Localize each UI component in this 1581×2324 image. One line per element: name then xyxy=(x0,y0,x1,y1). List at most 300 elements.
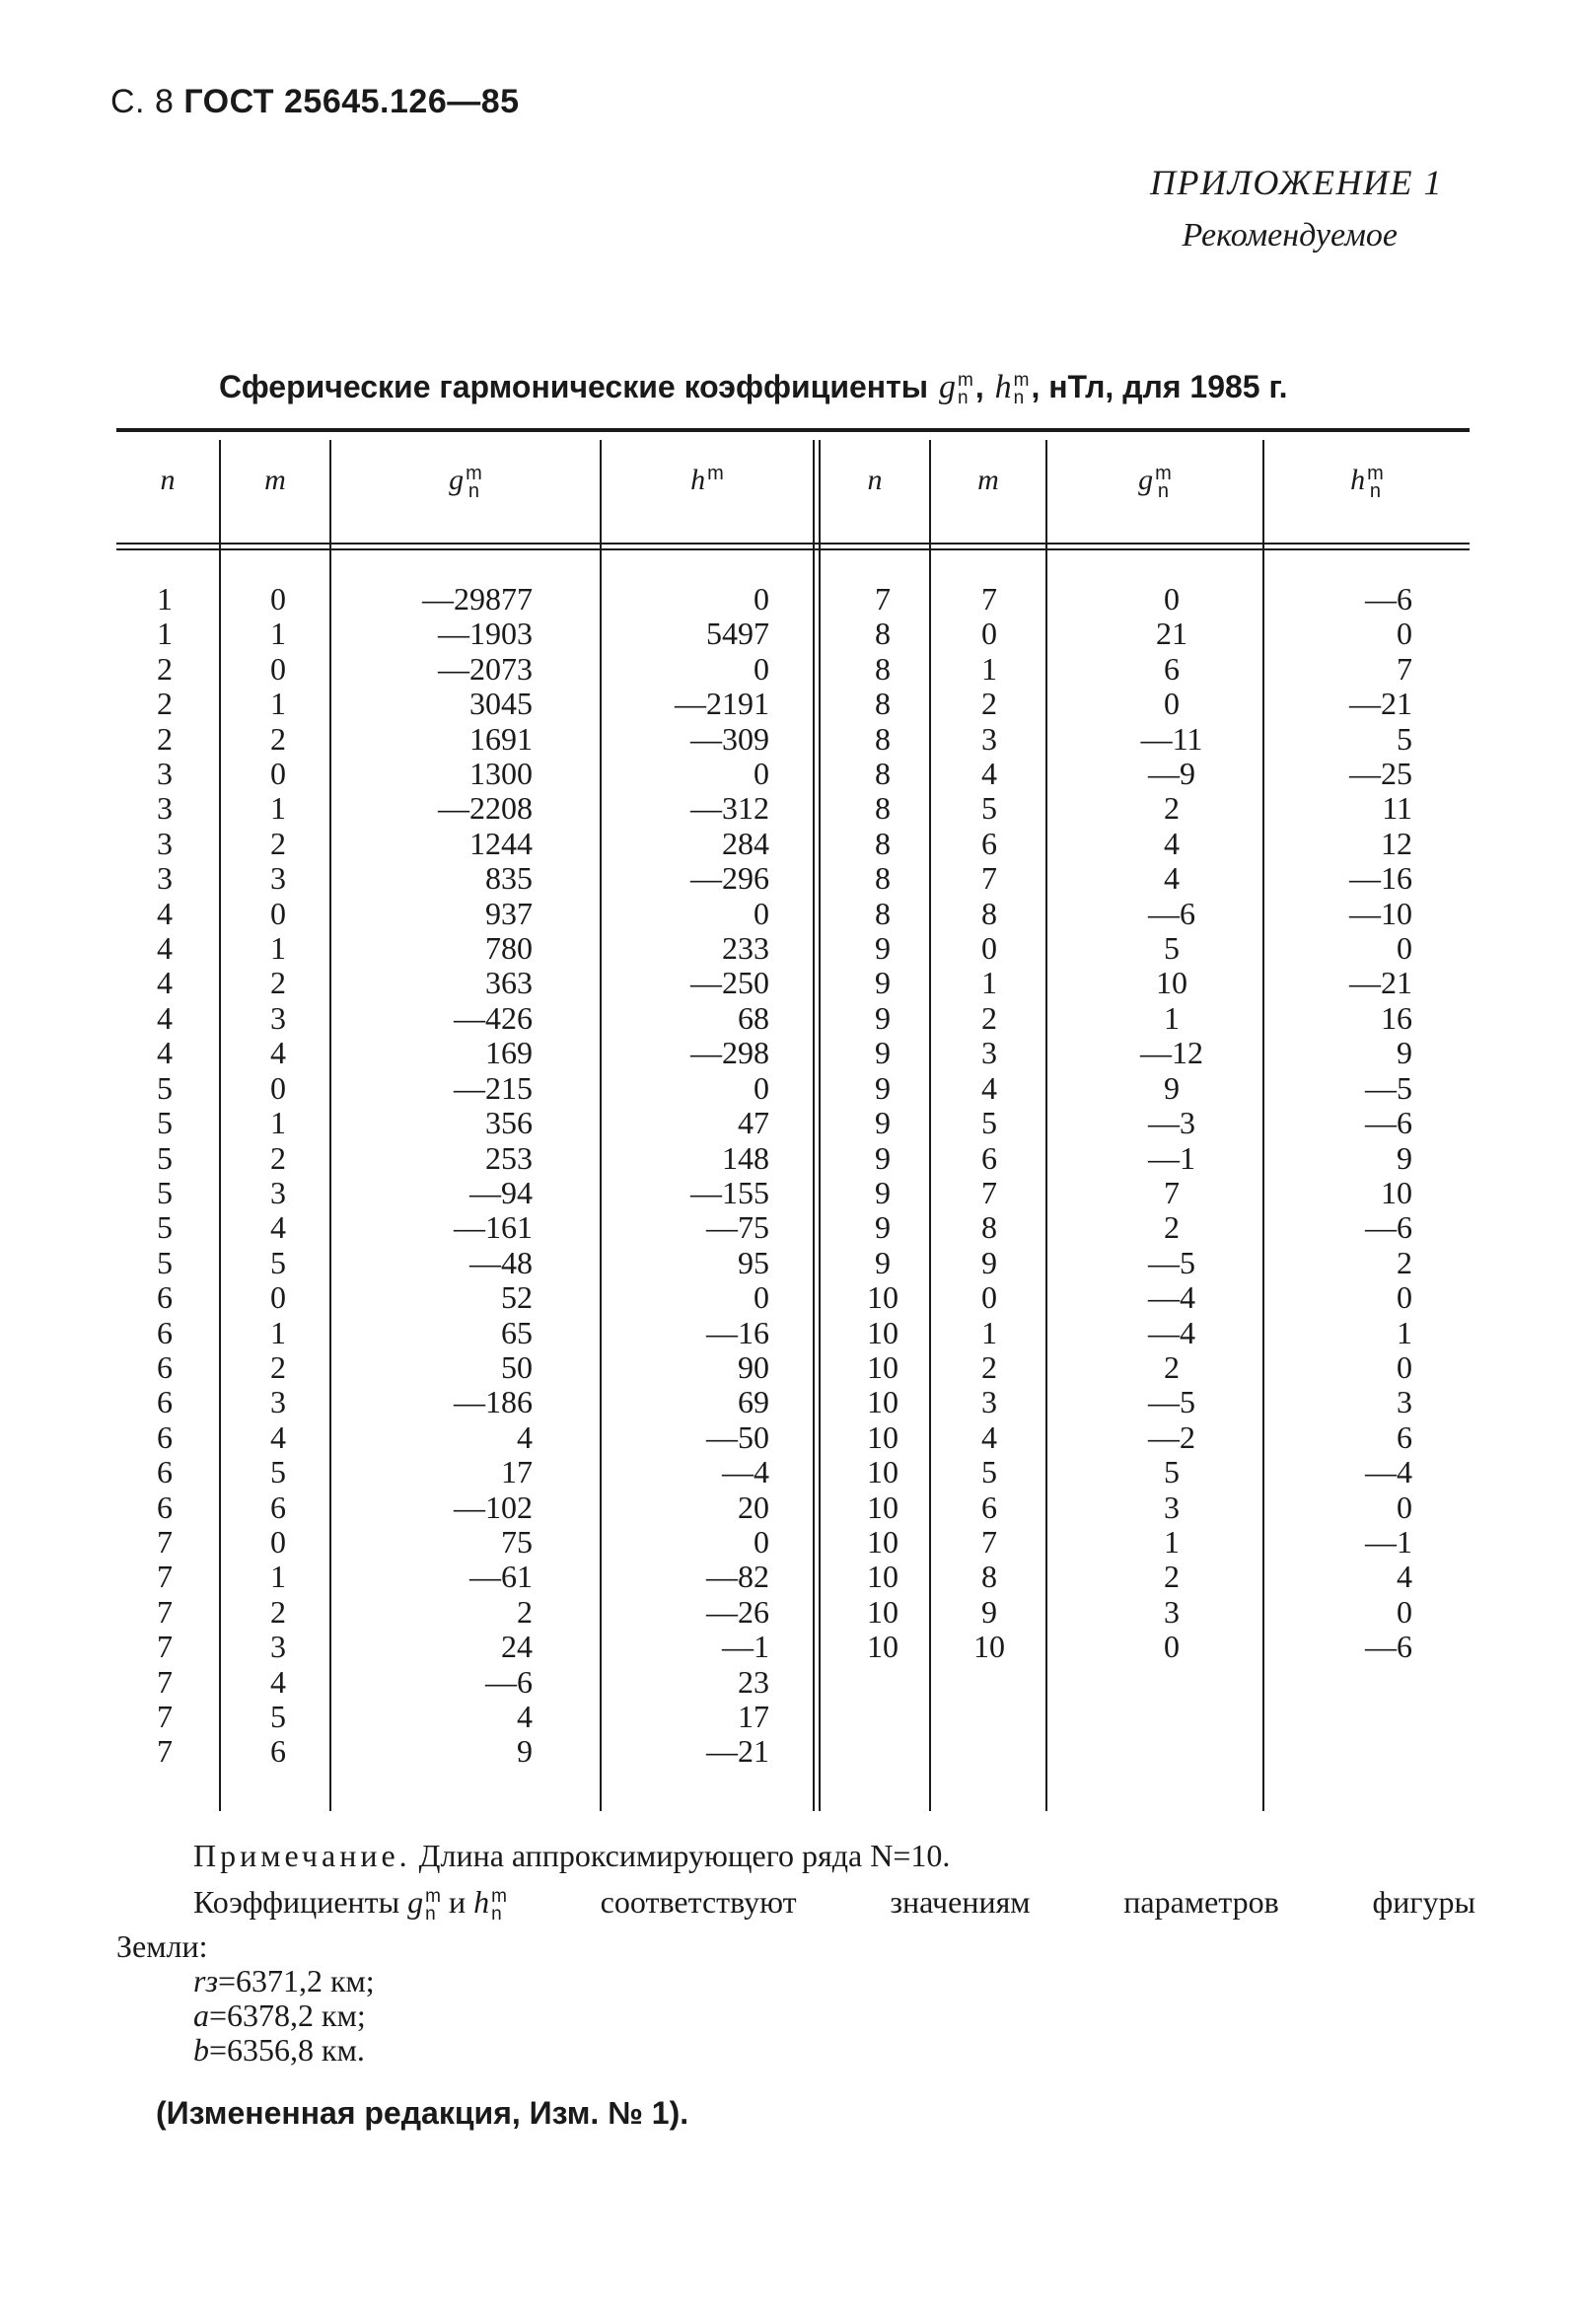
table-cell: 7 xyxy=(157,1559,173,1595)
caption-units: , нТл, для 1985 г. xyxy=(1031,369,1288,404)
table-cell: 253 xyxy=(485,1139,533,1176)
table-cell: 11 xyxy=(1382,790,1412,827)
table-cell: 5 xyxy=(157,1244,173,1280)
table-cell: —2191 xyxy=(675,686,769,722)
table-cell: 5 xyxy=(270,1699,286,1734)
table-cell: —10 xyxy=(1349,895,1412,931)
table-cell: 9 xyxy=(875,1069,891,1106)
table-cell: —6 xyxy=(485,1663,533,1700)
table-cell: 1 xyxy=(270,616,286,652)
table-cell: 9 xyxy=(875,965,891,1001)
table-cell: 4 xyxy=(157,999,173,1036)
table-cell: 2 xyxy=(270,720,286,757)
table-cell: 0 xyxy=(270,581,286,617)
table-cell: 5 xyxy=(270,1454,286,1490)
table-cell: 4 xyxy=(270,1663,286,1700)
table-cell: 52 xyxy=(501,1279,533,1316)
table-cell: 5497 xyxy=(706,616,769,652)
table-cell: —94 xyxy=(469,1174,533,1210)
table-cell: 1 xyxy=(270,686,286,722)
table-cell: 8 xyxy=(875,650,891,687)
header-h-left: h m xyxy=(690,463,724,496)
table-cell: 4 xyxy=(1164,825,1180,861)
table-cell: 8 xyxy=(875,686,891,722)
table-cell: —16 xyxy=(1349,860,1412,897)
table-cell: 24 xyxy=(501,1629,533,1665)
table-cell: 2 xyxy=(1164,790,1180,827)
table-cell: 1 xyxy=(270,790,286,827)
note-coefficients-word: Коэффициенты xyxy=(193,1884,400,1920)
table-cell: 4 xyxy=(517,1418,533,1455)
table-cell: —26 xyxy=(706,1593,769,1630)
table-cell: 0 xyxy=(1164,1629,1180,1665)
caption-h-symbol: h m n xyxy=(994,369,1030,409)
table-cell: 95 xyxy=(738,1244,769,1280)
table-cell: —75 xyxy=(706,1209,769,1246)
table-cell: 10 xyxy=(867,1629,898,1665)
caption-separator: , xyxy=(974,369,984,404)
table-cell: —29877 xyxy=(422,581,533,617)
table-cell: 9 xyxy=(517,1733,533,1770)
table-header-rule-double xyxy=(116,548,1470,550)
table-cell: 6 xyxy=(981,1139,997,1176)
table-cell: 5 xyxy=(981,1454,997,1490)
table-cell: 0 xyxy=(981,1279,997,1316)
table-cell: —82 xyxy=(706,1559,769,1595)
table-cell: 2 xyxy=(270,1593,286,1630)
table-cell: 363 xyxy=(485,965,533,1001)
table-cell: 3 xyxy=(157,756,173,792)
table-cell: 1 xyxy=(270,930,286,967)
table-cell: 6 xyxy=(157,1489,173,1525)
table-cell: 12 xyxy=(1381,825,1412,861)
table-cell: —2208 xyxy=(438,790,533,827)
note-parameters-word: параметров xyxy=(1123,1884,1279,1920)
table-cell: —25 xyxy=(1349,756,1412,792)
table-cell: —3 xyxy=(1148,1105,1195,1141)
table-cell: —5 xyxy=(1148,1244,1195,1280)
note-values-word: значениям xyxy=(890,1884,1031,1920)
table-cell: 0 xyxy=(1397,1279,1412,1316)
table-cell: 75 xyxy=(501,1523,533,1560)
table-cell: 5 xyxy=(157,1209,173,1246)
table-cell: —11 xyxy=(1140,720,1203,757)
table-cell: 7 xyxy=(157,1629,173,1665)
table-top-rule xyxy=(116,428,1470,432)
table-cell: 10 xyxy=(973,1629,1005,1665)
table-cell: 2 xyxy=(157,686,173,722)
table-cell: 10 xyxy=(1381,1174,1412,1210)
table-cell: 7 xyxy=(157,1733,173,1770)
table-cell: 5 xyxy=(981,790,997,827)
table-cell: —4 xyxy=(1365,1454,1412,1490)
table-cell: 4 xyxy=(517,1699,533,1734)
table-cell: 0 xyxy=(1164,686,1180,722)
table-cell: 10 xyxy=(867,1523,898,1560)
table-cell: 9 xyxy=(875,1209,891,1246)
table-cell: —5 xyxy=(1365,1069,1412,1106)
table-cell: 90 xyxy=(738,1348,769,1385)
table-cell: 10 xyxy=(867,1593,898,1630)
caption-text: Сферические гармонические коэффициенты xyxy=(219,369,929,404)
table-cell: —6 xyxy=(1365,1105,1412,1141)
table-cell: 0 xyxy=(270,1069,286,1106)
table-cell: —1 xyxy=(1365,1523,1412,1560)
table-cell: 10 xyxy=(867,1279,898,1316)
table-cell: 4 xyxy=(270,1209,286,1246)
table-cell: —161 xyxy=(454,1209,533,1246)
table-cell: 0 xyxy=(754,581,769,617)
table-cell: 0 xyxy=(1164,581,1180,617)
table-cell: 4 xyxy=(157,965,173,1001)
table-cell: 9 xyxy=(875,1244,891,1280)
note-label: Примечание. xyxy=(193,1838,411,1873)
table-cell: 7 xyxy=(157,1523,173,1560)
table-cell: 65 xyxy=(501,1314,533,1350)
table-cell: 6 xyxy=(1164,650,1180,687)
note-g-symbol: g m n xyxy=(407,1884,441,1925)
table-cell: 2 xyxy=(981,1348,997,1385)
table-cell: —1 xyxy=(1148,1139,1195,1176)
table-cell: 2 xyxy=(1164,1348,1180,1385)
table-caption xyxy=(219,369,1287,407)
column-divider xyxy=(329,440,331,1811)
table-cell: 1 xyxy=(981,1314,997,1350)
table-cell: 284 xyxy=(722,825,769,861)
table-cell: 0 xyxy=(981,616,997,652)
table-cell: 6 xyxy=(157,1384,173,1420)
table-cell: 8 xyxy=(875,756,891,792)
table-cell: 2 xyxy=(157,650,173,687)
table-cell: 10 xyxy=(867,1384,898,1420)
table-cell: 0 xyxy=(270,1523,286,1560)
table-cell: —6 xyxy=(1365,1629,1412,1665)
table-cell: 835 xyxy=(485,860,533,897)
table-cell: 0 xyxy=(270,650,286,687)
table-cell: —6 xyxy=(1365,581,1412,617)
standard-number: ГОСТ 25645.126—85 xyxy=(183,83,520,120)
table-cell: 148 xyxy=(722,1139,769,1176)
note-series-length: Длина аппроксимирующего ряда N=10. xyxy=(418,1838,951,1873)
table-cell: 6 xyxy=(157,1314,173,1350)
table-cell: 233 xyxy=(722,930,769,967)
caption-g-symbol: g m n xyxy=(939,369,973,409)
table-cell: —48 xyxy=(469,1244,533,1280)
note-line-3: Земли: xyxy=(116,1928,208,1964)
table-cell: 4 xyxy=(157,1035,173,1071)
table-cell: 2 xyxy=(270,1348,286,1385)
header-g-left: g m n xyxy=(449,463,482,503)
table-cell: —4 xyxy=(1148,1314,1195,1350)
table-cell: 3 xyxy=(157,825,173,861)
table-cell: —9 xyxy=(1148,756,1195,792)
table-cell: —12 xyxy=(1140,1035,1203,1071)
appendix-title: ПРИЛОЖЕНИЕ 1 xyxy=(1150,163,1443,202)
table-cell: 3 xyxy=(270,1629,286,1665)
table-cell: 1 xyxy=(981,650,997,687)
table-cell: 0 xyxy=(754,1523,769,1560)
table-cell: 356 xyxy=(485,1105,533,1141)
table-cell: —2 xyxy=(1148,1418,1195,1455)
table-cell: —1 xyxy=(722,1629,769,1665)
table-cell: 6 xyxy=(157,1454,173,1490)
table-cell: 9 xyxy=(981,1593,997,1630)
table-cell: 4 xyxy=(157,930,173,967)
table-cell: —102 xyxy=(454,1489,533,1525)
table-cell: 9 xyxy=(981,1244,997,1280)
table-cell: 9 xyxy=(875,1035,891,1071)
table-cell: 1 xyxy=(1164,999,1180,1036)
table-cell: 0 xyxy=(270,1279,286,1316)
table-cell: 3 xyxy=(981,720,997,757)
column-m-right xyxy=(933,582,1045,1665)
table-cell: 7 xyxy=(981,860,997,897)
table-cell: 5 xyxy=(157,1105,173,1141)
table-cell: 3 xyxy=(157,860,173,897)
table-cell: 1 xyxy=(1397,1314,1412,1350)
table-cell: 9 xyxy=(1397,1139,1412,1176)
header-m-right: m xyxy=(977,464,999,496)
table-cell: 3 xyxy=(981,1384,997,1420)
table-cell: —298 xyxy=(690,1035,769,1071)
table-cell: 0 xyxy=(754,1069,769,1106)
table-cell: 0 xyxy=(981,930,997,967)
table-cell: 0 xyxy=(754,756,769,792)
table-cell: 5 xyxy=(1397,720,1412,757)
table-cell: 1 xyxy=(157,616,173,652)
table-header-rule xyxy=(116,543,1470,545)
table-cell: 5 xyxy=(157,1139,173,1176)
table-cell: 3 xyxy=(270,860,286,897)
table-cell: 3 xyxy=(270,1384,286,1420)
table-cell: 3 xyxy=(1164,1489,1180,1525)
table-cell: 9 xyxy=(1164,1069,1180,1106)
table-cell: 8 xyxy=(875,825,891,861)
table-cell: 8 xyxy=(875,895,891,931)
table-cell: 2 xyxy=(1164,1559,1180,1595)
table-cell: 6 xyxy=(1397,1418,1412,1455)
page-number: С. 8 xyxy=(110,83,175,120)
earth-semi-major-axis: a=6378,2 км; xyxy=(193,1997,366,2033)
table-cell: 1 xyxy=(270,1314,286,1350)
note-line-2 xyxy=(193,1884,1475,1924)
table-cell: 1300 xyxy=(469,756,533,792)
table-cell: 4 xyxy=(270,1035,286,1071)
table-cell: 9 xyxy=(1397,1035,1412,1071)
column-divider xyxy=(819,440,821,1811)
table-cell: —6 xyxy=(1365,1209,1412,1246)
table-cell: —16 xyxy=(706,1314,769,1350)
page-header xyxy=(110,83,520,121)
table-cell: —21 xyxy=(1349,965,1412,1001)
table-cell: 69 xyxy=(738,1384,769,1420)
table-cell: 780 xyxy=(485,930,533,967)
header-g-right: g m n xyxy=(1138,463,1172,503)
table-cell: 9 xyxy=(875,1174,891,1210)
table-cell: —155 xyxy=(690,1174,769,1210)
table-cell: —4 xyxy=(1148,1279,1195,1316)
table-cell: —4 xyxy=(722,1454,769,1490)
table-cell: 10 xyxy=(1156,965,1187,1001)
column-h-left xyxy=(604,582,769,1770)
column-divider xyxy=(813,440,815,1811)
table-cell: 9 xyxy=(875,1105,891,1141)
table-cell: 3045 xyxy=(469,686,533,722)
table-cell: —5 xyxy=(1148,1384,1195,1420)
table-cell: 5 xyxy=(981,1105,997,1141)
table-cell: 9 xyxy=(875,1139,891,1176)
table-cell: —250 xyxy=(690,965,769,1001)
table-cell: 1 xyxy=(270,1559,286,1595)
table-cell: 6 xyxy=(270,1733,286,1770)
table-cell: —1903 xyxy=(438,616,533,652)
table-cell: 17 xyxy=(738,1699,769,1734)
header-h-right: h m n xyxy=(1350,463,1384,503)
table-cell: —21 xyxy=(706,1733,769,1770)
table-cell: 4 xyxy=(1164,860,1180,897)
table-cell: 7 xyxy=(981,1523,997,1560)
table-cell: 2 xyxy=(981,686,997,722)
column-divider xyxy=(929,440,931,1811)
table-cell: 6 xyxy=(157,1348,173,1385)
table-cell: 4 xyxy=(981,756,997,792)
column-n-left xyxy=(122,582,207,1770)
edit-note: (Измененная редакция, Изм. № 1). xyxy=(156,2095,689,2131)
table-cell: 3 xyxy=(1397,1384,1412,1420)
table-cell: 8 xyxy=(981,1209,997,1246)
table-cell: 8 xyxy=(981,895,997,931)
table-cell: 8 xyxy=(875,616,891,652)
table-cell: 8 xyxy=(981,1559,997,1595)
column-h-right xyxy=(1282,582,1412,1665)
table-cell: 9 xyxy=(875,999,891,1036)
table-cell: —312 xyxy=(690,790,769,827)
column-divider xyxy=(1045,440,1047,1811)
note-h-symbol: h m n xyxy=(473,1884,507,1925)
table-cell: 47 xyxy=(738,1105,769,1141)
table-cell: 3 xyxy=(270,999,286,1036)
table-cell: 7 xyxy=(981,1174,997,1210)
table-cell: 10 xyxy=(867,1454,898,1490)
table-cell: 10 xyxy=(867,1314,898,1350)
note-figure-word: фигуры xyxy=(1372,1884,1475,1920)
table-cell: —426 xyxy=(454,999,533,1036)
table-cell: 6 xyxy=(157,1279,173,1316)
table-cell: 20 xyxy=(738,1489,769,1525)
table-cell: 17 xyxy=(501,1454,533,1490)
table-cell: 0 xyxy=(270,895,286,931)
table-cell: 1 xyxy=(1164,1523,1180,1560)
note-line-1 xyxy=(193,1838,950,1874)
table-cell: 7 xyxy=(157,1663,173,1700)
table-cell: 4 xyxy=(270,1418,286,1455)
appendix-subtitle: Рекомендуемое xyxy=(1182,217,1398,254)
note-and-word: и xyxy=(448,1884,467,1920)
table-cell: 937 xyxy=(485,895,533,931)
table-cell: 10 xyxy=(867,1559,898,1595)
table-cell: —6 xyxy=(1148,895,1195,931)
column-divider xyxy=(219,440,221,1811)
earth-radius-mean: rз=6371,2 км; xyxy=(193,1963,375,1998)
table-cell: 6 xyxy=(981,1489,997,1525)
table-cell: 0 xyxy=(754,1279,769,1316)
header-n-left: n xyxy=(160,464,176,496)
table-cell: 6 xyxy=(157,1418,173,1455)
table-cell: 7 xyxy=(157,1699,173,1734)
table-cell: 7 xyxy=(1164,1174,1180,1210)
table-cell: 1 xyxy=(981,965,997,1001)
table-cell: 5 xyxy=(157,1069,173,1106)
table-cell: 16 xyxy=(1381,999,1412,1036)
table-cell: 3 xyxy=(157,790,173,827)
table-cell: 3 xyxy=(981,1035,997,1071)
table-cell: 50 xyxy=(501,1348,533,1385)
table-cell: 0 xyxy=(1397,1489,1412,1525)
table-cell: 169 xyxy=(485,1035,533,1071)
table-cell: 5 xyxy=(270,1244,286,1280)
table-cell: 7 xyxy=(1397,650,1412,687)
table-cell: 9 xyxy=(875,930,891,967)
table-cell: 4 xyxy=(981,1069,997,1106)
column-n-right xyxy=(836,582,929,1665)
table-cell: 3 xyxy=(270,1174,286,1210)
table-cell: —61 xyxy=(469,1559,533,1595)
table-cell: 4 xyxy=(1397,1559,1412,1595)
table-cell: 2 xyxy=(270,1139,286,1176)
table-cell: 7 xyxy=(981,581,997,617)
table-cell: —215 xyxy=(454,1069,533,1106)
table-cell: 5 xyxy=(1164,1454,1180,1490)
table-cell: 21 xyxy=(1156,616,1187,652)
table-cell: 8 xyxy=(875,860,891,897)
header-m-left: m xyxy=(264,464,286,496)
table-cell: —186 xyxy=(454,1384,533,1420)
table-cell: 0 xyxy=(754,650,769,687)
table-cell: 1244 xyxy=(469,825,533,861)
table-cell: 0 xyxy=(1397,1348,1412,1385)
table-cell: 2 xyxy=(1164,1209,1180,1246)
table-cell: —309 xyxy=(690,720,769,757)
table-cell: 0 xyxy=(270,756,286,792)
table-cell: —21 xyxy=(1349,686,1412,722)
table-cell: 1 xyxy=(157,581,173,617)
table-cell: 68 xyxy=(738,999,769,1036)
column-m-left xyxy=(229,582,327,1770)
table-cell: 10 xyxy=(867,1489,898,1525)
table-cell: 2 xyxy=(981,999,997,1036)
table-cell: 5 xyxy=(157,1174,173,1210)
table-cell: 10 xyxy=(867,1418,898,1455)
table-cell: 1691 xyxy=(469,720,533,757)
table-cell: 2 xyxy=(517,1593,533,1630)
column-divider xyxy=(1262,440,1264,1811)
table-cell: 6 xyxy=(981,825,997,861)
header-n-right: n xyxy=(867,464,883,496)
table-cell: 0 xyxy=(1397,1593,1412,1630)
column-g-left xyxy=(335,582,533,1770)
table-cell: 7 xyxy=(875,581,891,617)
table-cell: 2 xyxy=(157,720,173,757)
table-cell: 8 xyxy=(875,720,891,757)
table-cell: 6 xyxy=(270,1489,286,1525)
table-cell: 8 xyxy=(875,790,891,827)
table-cell: —50 xyxy=(706,1418,769,1455)
table-cell: 4 xyxy=(157,895,173,931)
table-cell: 23 xyxy=(738,1663,769,1700)
table-cell: 2 xyxy=(270,965,286,1001)
table-cell: 4 xyxy=(981,1418,997,1455)
table-cell: 2 xyxy=(270,825,286,861)
